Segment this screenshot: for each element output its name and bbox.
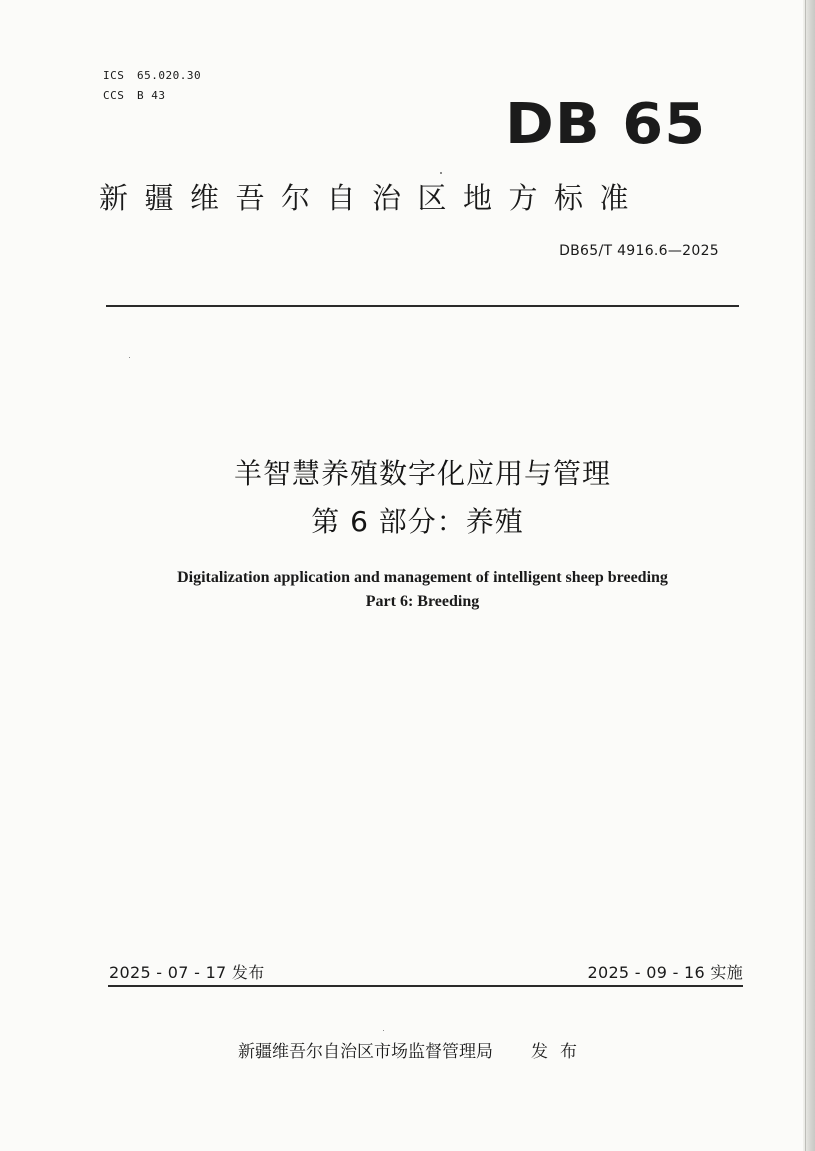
- ics-label: ICS: [103, 69, 125, 82]
- title-en-line1: Digitalization application and management of intelligent sheep breeding: [177, 569, 668, 586]
- classification-codes: [103, 66, 201, 106]
- scan-speck: [129, 357, 130, 358]
- ics-row: [103, 66, 201, 86]
- page-edge-shadow: [803, 0, 815, 1151]
- header-divider: [106, 305, 739, 307]
- date-row: [109, 961, 743, 985]
- ics-value: 65.020.30: [137, 69, 202, 82]
- ccs-value: B 43: [137, 89, 166, 102]
- ccs-row: [103, 86, 201, 106]
- publisher-verb: 发布: [531, 1042, 589, 1062]
- ccs-label: CCS: [103, 89, 125, 102]
- implementation-date: 2025 - 09 - 16 实施: [587, 963, 743, 982]
- issue-date: 2025 - 07 - 17 发布: [109, 963, 265, 982]
- footer-divider: [108, 985, 743, 987]
- standard-number: DB65/T 4916.6—2025: [559, 243, 719, 259]
- title-cn-line2: 第 6 部分：养殖: [311, 505, 524, 538]
- db-standard-mark: DB 65: [505, 92, 707, 157]
- publisher-line: [238, 1039, 589, 1065]
- scan-speck: [383, 1030, 384, 1031]
- title-en-line2: Part 6: Breeding: [365, 593, 480, 610]
- publisher-name: 新疆维吾尔自治区市场监督管理局: [238, 1042, 493, 1062]
- title-cn-line1: 羊智慧养殖数字化应用与管理: [233, 457, 611, 490]
- standard-type-heading: 新疆维吾尔自治区地方标准: [99, 181, 646, 215]
- scan-speck: [440, 172, 442, 174]
